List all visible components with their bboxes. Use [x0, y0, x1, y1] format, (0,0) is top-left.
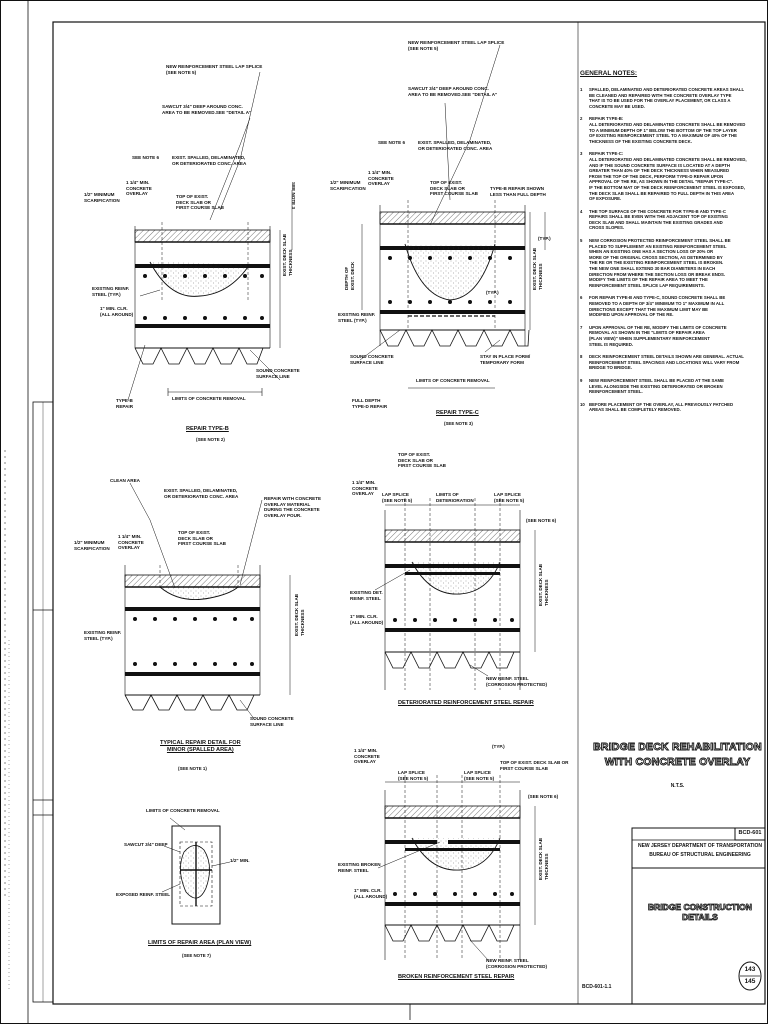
- note-number: 3: [580, 151, 583, 157]
- type-c-label-typ: (TYP.): [486, 290, 499, 295]
- plan-label-min: 1/2" MIN.: [230, 858, 250, 863]
- det-label-new-reinf: NEW REINF. STEEL (CORROSION PROTECTED): [486, 676, 547, 687]
- general-notes: [580, 70, 764, 420]
- broken-label-typ: (TYP.): [492, 744, 505, 749]
- sheet-title: [590, 740, 765, 770]
- broken-section: [378, 775, 535, 960]
- type-c-label-limits: LIMITS OF CONCRETE REMOVAL: [416, 378, 490, 383]
- det-caption: DETERIORATED REINFORCEMENT STEEL REPAIR: [398, 700, 534, 706]
- broken-label-lap-left: LAP SPLICE (SEE NOTE 5): [398, 770, 429, 781]
- note-text: UPON APPROVAL OF THE RE, MODIFY THE LIMITS OF CONCRETE REMOVAL AS SHOWN IN THE "LIMITS OF REPAIR AREA (PLAN VIEW)" WHEN SUPPLEMENTARY REINFORCEMENT STEEL IS REQUIRED.: [589, 324, 727, 347]
- general-note-item: [580, 295, 764, 317]
- broken-label-new-reinf: NEW REINF. STEEL (CORROSION PROTECTED): [486, 958, 547, 969]
- plan-note-ref: (SEE NOTE 7): [182, 953, 211, 958]
- spalled-label-overlay: 1 1/4" MIN. CONCRETE OVERLAY: [118, 534, 144, 551]
- note-number: 4: [580, 208, 583, 214]
- revision-strip: [33, 402, 53, 1002]
- type-b-label-sound: SOUND CONCRETE SURFACE LINE: [256, 368, 300, 379]
- type-b-label-reinf: EXISTING REINF. STEEL (TYP.): [92, 286, 130, 297]
- type-c-label-sound: SOUND CONCRETE SURFACE LINE: [350, 354, 394, 365]
- note-number: 10: [580, 401, 585, 407]
- type-b-label-repair: TYPE-B REPAIR: [116, 398, 134, 409]
- det-label-clr: 1" MIN. CLR. (ALL AROUND): [350, 614, 384, 625]
- note-text: BEFORE PLACEMENT OF THE OVERLAY, ALL PREVIOUSLY PATCHED AREAS SHALL BE COMPLETELY REMOVED.: [589, 401, 734, 413]
- note-number: 6: [580, 295, 583, 301]
- note-number: 9: [580, 377, 583, 383]
- general-note-item: [580, 209, 764, 231]
- type-c-label-scarification: 1/2" MINIMUM SCARIFICATION: [330, 180, 366, 191]
- note-text: NEW REINFORCEMENT STEEL SHALL BE PLACED AT THE SAME LEVEL ALONGSIDE THE EXISTING DETERIORATED OR BROKEN REINFORCEMENT STEEL.: [589, 377, 724, 395]
- note-number: 2: [580, 116, 583, 122]
- spalled-caption: TYPICAL REPAIR DETAIL FOR MINOR (SPALLED AREA): [160, 740, 241, 753]
- general-note-item: [580, 402, 764, 413]
- type-c-label-overlay: 1 1/4" MIN. CONCRETE OVERLAY: [368, 170, 394, 187]
- spalled-note-ref: (SEE NOTE 1): [178, 766, 207, 771]
- type-c-label-spalled: EXIST. SPALLED, DELAMINATED, OR DETERIORATED CONC. AREA: [418, 140, 493, 151]
- type-c-label-reinf: EXISTING REINF. STEEL (TYP.): [338, 312, 376, 323]
- type-b-label-scarification: 1/2" MINIMUM SCARIFICATION: [84, 192, 120, 203]
- sheet-title-line2: WITH CONCRETE OVERLAY: [604, 756, 751, 768]
- spalled-label-top-deck: TOP OF EXIST. DECK SLAB OR FIRST COURSE SLAB: [178, 530, 226, 547]
- note-text: REPAIR TYPE-C: ALL DETERIORATED AND DELAMINATED CONCRETE SHALL BE REMOVED, AND IF THE SOUND CONCRETE SURFACE IS LOCATED AT A DEPTH GREATER THAN 40% OF THE DECK THICKNESS WHEN MEASURED FROM THE TOP OF THE DECK, PERFORM TYPE-D REPAIR UPON APPROVAL OF THE RE, AS SHOWN IN THE DETAIL "REPAIR TYPE-C". IF THE BOTTOM MAT OF THE DECK REINFORCEMENT STEEL IS EXPOSED, THE DECK SLAB SHALL BE REPAIRED TO FULL DEPTH IN THIS AREA OF EXPOSURE.: [589, 151, 747, 202]
- bureau-name: BUREAU OF STRUCTURAL ENGINEERING: [649, 852, 751, 858]
- drawing-number: BCD-601-1.1: [582, 984, 612, 990]
- type-b-label-spalled: EXIST. SPALLED, DELAMINATED, OR DETERIORATED CONC. AREA: [172, 155, 247, 166]
- deteriorated-section: [375, 498, 535, 690]
- spalled-label-thickness: EXIST. DECK SLAB THICKNESS: [294, 593, 305, 636]
- type-b-note-ref: (SEE NOTE 2): [196, 437, 225, 442]
- spalled-section: [125, 483, 290, 720]
- note-number: 7: [580, 324, 583, 330]
- det-label-top-deck: TOP OF EXIST. DECK SLAB OR FIRST COURSE SLAB: [398, 452, 446, 469]
- general-notes-title: GENERAL NOTES:: [580, 70, 638, 77]
- type-c-note-ref: (SEE NOTE 3): [444, 421, 473, 426]
- type-c-label-depth: DEPTH OF EXIST. DECK: [344, 261, 355, 290]
- type-b-label-limits: LIMITS OF CONCRETE REMOVAL: [172, 396, 246, 401]
- code-tab: BCD-601: [738, 830, 762, 836]
- note-number: 8: [580, 354, 583, 360]
- det-label-note6: (SEE NOTE 6): [526, 518, 557, 523]
- type-b-section: [128, 72, 292, 400]
- type-b-label-note3: SEE NOTE 3: [291, 182, 296, 210]
- note-text: NEW CORROSION PROTECTED REINFORCEMENT STEEL SHALL BE PLACED TO SUPPLEMENT AN EXISTING REINFORCEMENT STEEL WHEN AN EXISTING ONE HAS A SECTION LOSS OF 20% OR MORE OF THE ORIGINAL CROSS SECTION, AS DETERMINED BY THE RE OR THE EXISTING REINFORCEMENT STEEL IS BROKEN. THE NEW ONE SHALL EXTEND 30 BAR DIAMETERS IN EACH DIRECTION FROM WHERE THE SECTION LOSS OR BREAK ENDS. MODIFY THE LIMITS OF THE REPAIR AREA TO MEET THE REINFORCEMENT STEEL SPLICE LAP REQUIREMENTS.: [589, 238, 731, 288]
- main-title: BRIDGE CONSTRUCTION DETAILS: [648, 902, 752, 922]
- note-text: DECK REINFORCEMENT STEEL DETAILS SHOWN ARE GENERAL. ACTUAL REINFORCEMENT STEEL SPACINGS AND LOCATIONS WILL VARY FROM BRIDGE TO BRIDGE.: [589, 354, 744, 371]
- type-b-label-clr: 1" MIN. CLR. (ALL AROUND): [100, 306, 134, 317]
- broken-label-existing: EXISTING BROKEN REINF. STEEL: [338, 862, 381, 873]
- broken-label-top-deck: TOP OF EXIST. DECK SLAB OR FIRST COURSE SLAB: [500, 760, 569, 771]
- spalled-label-scarification: 1/2" MINIMUM SCARIFICATION: [74, 540, 110, 551]
- sheet-total: 145: [744, 978, 756, 985]
- type-c-label-typ-deck: (TYP.): [538, 236, 551, 241]
- broken-label-lap-right: LAP SPLICE (SEE NOTE 5): [464, 770, 495, 781]
- det-label-limits: LIMITS OF DETERIORATION: [436, 492, 474, 503]
- note-text: SPALLED, DELAMINATED AND DETERIORATED CONCRETE AREAS SHALL BE CLEANED AND REPAIRED WITH THE CONCRETE OVERLAY TYPE THAT IS TO BE USED FOR THE OVERLAY PLACEMENT, OR CLASS A CONCRETE MAY BE USED.: [589, 87, 745, 109]
- broken-label-overlay: 1 1/4" MIN. CONCRETE OVERLAY: [354, 748, 380, 765]
- type-c-caption: REPAIR TYPE-C: [436, 410, 479, 416]
- spalled-label-spalled: EXIST. SPALLED, DELAMINATED, OR DETERIORATED CONC. AREA: [164, 488, 239, 499]
- type-b-label-thickness: EXIST. DECK SLAB THICKNESS: [282, 233, 293, 276]
- general-note-item: [580, 238, 764, 288]
- plan-label-sawcut: SAWCUT 3/4" DEEP: [124, 842, 168, 847]
- type-c-label-full-depth: FULL DEPTH TYPE-D REPAIR: [352, 398, 388, 409]
- department-name: NEW JERSEY DEPARTMENT OF TRANSPORTATION: [637, 843, 763, 849]
- type-b-caption: REPAIR TYPE-B: [186, 426, 229, 432]
- type-c-label-stay-in-place: STAY IN PLACE FORM/ TEMPORARY FORM: [480, 354, 531, 365]
- general-note-item: [580, 151, 764, 201]
- spalled-label-clean: CLEAN AREA: [110, 478, 140, 483]
- type-c-label-thickness: EXIST. DECK SLAB THICKNESS: [532, 247, 543, 290]
- general-notes-list: [580, 87, 764, 413]
- det-label-lap-right: LAP SPLICE (SEE NOTE 5): [494, 492, 525, 503]
- spalled-label-reinf: EXISTING REINF. STEEL (TYP.): [84, 630, 122, 641]
- plan-label-limits: LIMITS OF CONCRETE REMOVAL: [146, 808, 220, 813]
- plan-caption: LIMITS OF REPAIR AREA (PLAN VIEW): [148, 940, 252, 946]
- broken-label-thickness: EXIST. DECK SLAB THICKNESS: [538, 837, 549, 880]
- type-b-label-sawcut: SAWCUT 3/4" DEEP AROUND CONC. AREA TO BE REMOVED.SEE "DETAIL A": [162, 104, 252, 115]
- note-text: REPAIR TYPE-B: ALL DETERIORATED AND DELAMINATED CONCRETE SHALL BE REMOVED TO A MINIMUM DEPTH OF 1" BELOW THE BOTTOM OF THE TOP LAYER OF EXISTING REINFORCEMENT STEEL TO A MAXIMUM OF 40% OF THE THICKNESS OF THE EXISTING CONCRETE DECK.: [589, 116, 746, 144]
- general-note-item: [580, 87, 764, 109]
- type-c-label-top-deck: TOP OF EXIST. DECK SLAB OR FIRST COURSE SLAB: [430, 180, 478, 197]
- type-c-label-sawcut: SAWCUT 3/4" DEEP AROUND CONC. AREA TO BE REMOVED.SEE "DETAIL A": [408, 86, 498, 97]
- general-note-item: [580, 354, 764, 371]
- note-number: 5: [580, 238, 583, 244]
- det-label-lap-left: LAP SPLICE (SEE NOTE 5): [382, 492, 413, 503]
- det-label-thickness: EXIST. DECK SLAB THICKNESS: [538, 563, 549, 606]
- sheet-number: 143: [744, 966, 756, 973]
- scale-note: N.T.S.: [670, 783, 685, 789]
- sheet-title-line1: BRIDGE DECK REHABILITATION: [593, 741, 762, 753]
- broken-label-note6: (SEE NOTE 6): [528, 794, 559, 799]
- type-b-label-top-deck: TOP OF EXIST. DECK SLAB OR FIRST COURSE SLAB: [176, 194, 224, 211]
- type-c-label-note6: SEE NOTE 6: [378, 140, 406, 145]
- note-number: 1: [580, 87, 583, 92]
- broken-caption: BROKEN REINFORCEMENT STEEL REPAIR: [398, 974, 515, 980]
- type-c-label-splice: NEW REINFORCEMENT STEEL LAP SPLICE (SEE NOTE 5): [408, 40, 505, 51]
- type-b-label-note6: SEE NOTE 6: [132, 155, 160, 160]
- spalled-label-repair-overlay: REPAIR WITH CONCRETE OVERLAY MATERIAL DURING THE CONCRETE OVERLAY POUR.: [264, 496, 322, 518]
- type-b-label-splice: NEW REINFORCEMENT STEEL LAP SPLICE (SEE NOTE 5): [166, 64, 263, 75]
- general-note-item: [580, 378, 764, 395]
- broken-label-clr: 1" MIN. CLR. (ALL AROUND): [354, 888, 388, 899]
- plan-view: [162, 818, 230, 924]
- det-label-overlay: 1 1/4" MIN. CONCRETE OVERLAY: [352, 480, 378, 497]
- det-label-existing: EXISTING DET. REINF. STEEL: [350, 590, 383, 601]
- plan-label-exposed: EXPOSED REINF. STEEL: [116, 892, 171, 897]
- type-b-label-overlay: 1 1/4" MIN. CONCRETE OVERLAY: [126, 180, 152, 197]
- spalled-label-sound: SOUND CONCRETE SURFACE LINE: [250, 716, 294, 727]
- general-note-item: [580, 325, 764, 347]
- note-text: THE TOP SURFACE OF THE CONCRETE FOR TYPE-B AND TYPE-C REPAIRS SHALL BE EVEN WITH THE ADJACENT TOP OF EXISTING DECK SLAB AND SHALL MAINTAIN THE EXISTING GRADES AND CROSS SLOPES.: [589, 208, 728, 231]
- general-note-item: [580, 116, 764, 144]
- note-text: FOR REPAIR TYPE-B AND TYPE-C, SOUND CONCRETE SHALL BE REMOVED TO A DEPTH OF 3/4" MINIMUM TO 1" MAXIMUM IN ALL DIRECTIONS EXCEPT THAT THE MAXIMUM LIMIT MAY BE MODIFIED UPON APPROVAL OF THE RE.: [589, 295, 726, 318]
- type-c-label-type-b-shown: TYPE-B REPAIR SHOWN LESS THAN FULL DEPTH: [490, 186, 546, 197]
